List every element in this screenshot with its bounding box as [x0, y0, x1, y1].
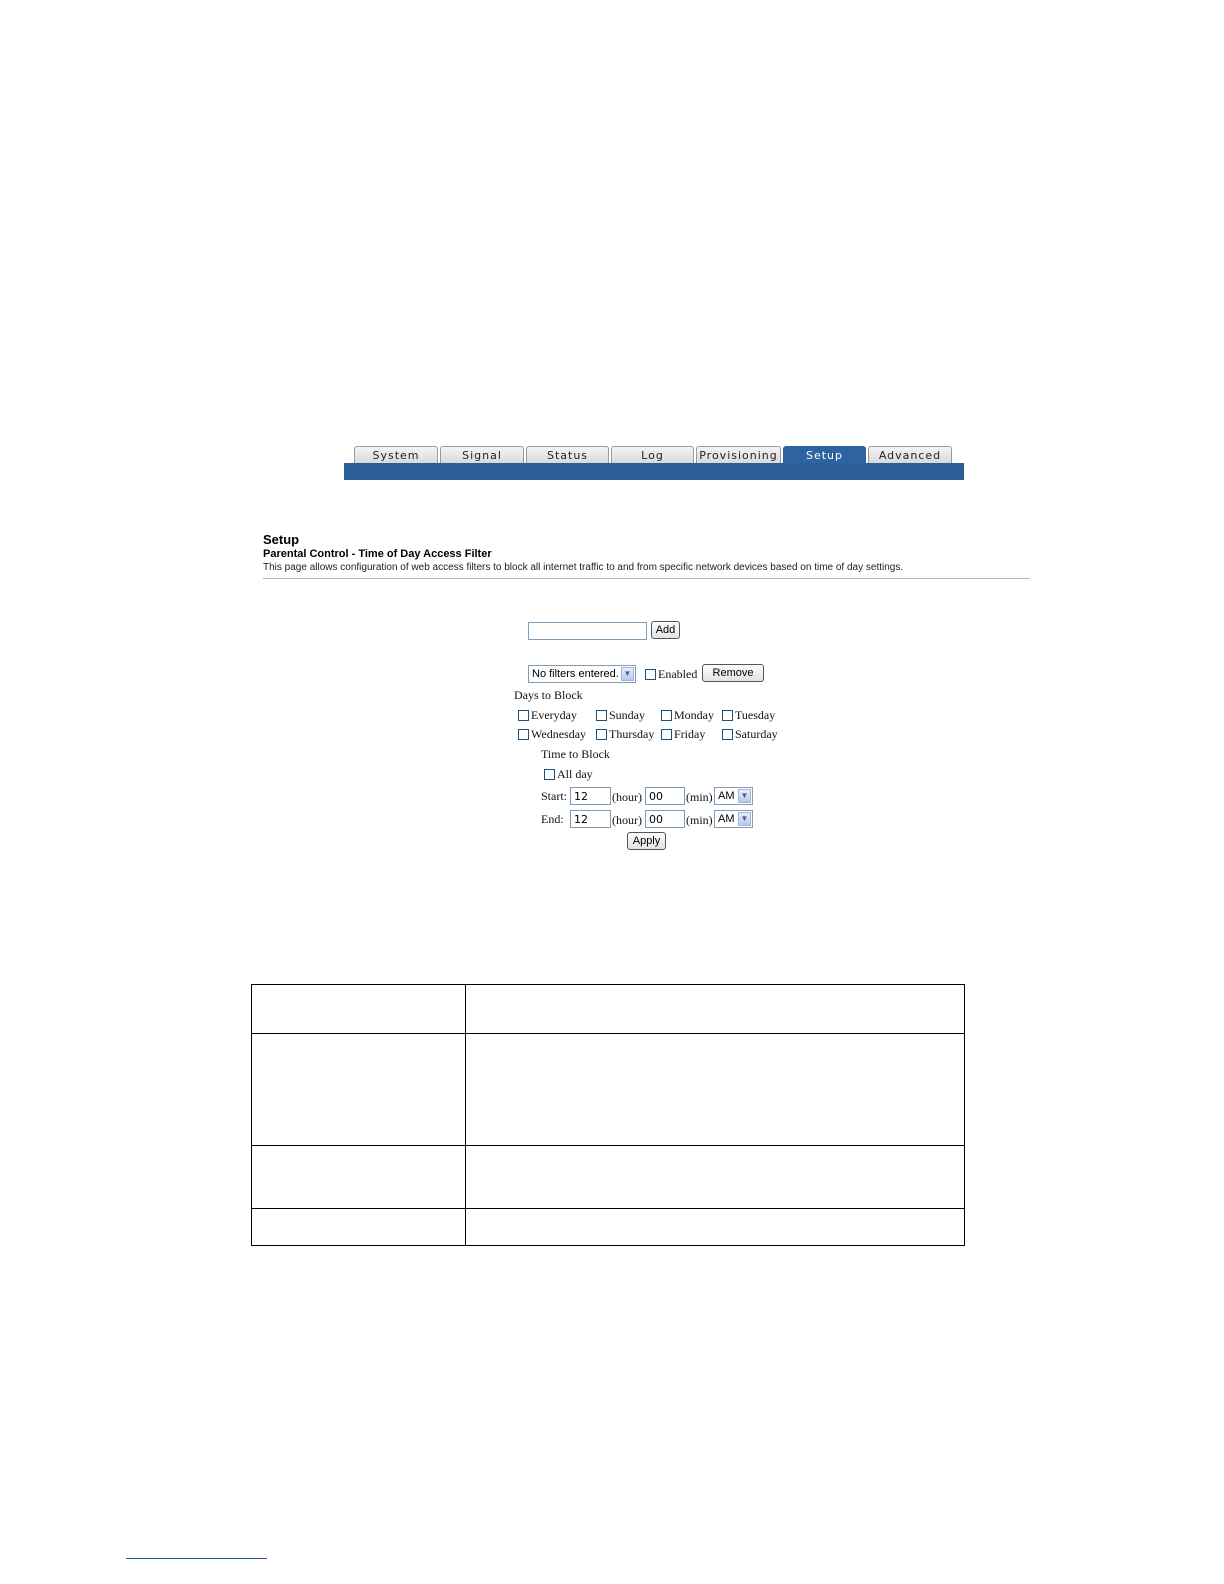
table-row — [252, 1146, 965, 1209]
tab-status[interactable]: Status — [526, 446, 609, 464]
page-title: Setup — [263, 532, 300, 547]
chevron-down-icon: ▼ — [621, 667, 634, 681]
day-checkbox-friday[interactable] — [661, 729, 672, 740]
day-label-sunday: Sunday — [609, 708, 645, 722]
table-row — [252, 985, 965, 1034]
day-checkbox-saturday[interactable] — [722, 729, 733, 740]
start-hour-unit: (hour) — [612, 790, 642, 804]
start-ampm-select[interactable] — [714, 787, 753, 805]
apply-button[interactable]: Apply — [627, 832, 666, 850]
day-checkbox-everyday[interactable] — [518, 710, 529, 721]
tab-log[interactable]: Log — [611, 446, 694, 464]
start-label: Start: — [541, 789, 567, 803]
start-hour-input[interactable] — [570, 787, 611, 805]
tab-setup[interactable]: Setup — [783, 446, 866, 464]
day-label-everyday: Everyday — [531, 708, 577, 722]
all-day-label: All day — [557, 767, 593, 781]
chevron-down-icon: ▼ — [738, 812, 751, 826]
filter-select[interactable] — [528, 665, 636, 683]
tab-advanced[interactable]: Advanced — [868, 446, 952, 464]
end-ampm-select[interactable] — [714, 810, 753, 828]
filter-select-value: No filters entered. — [532, 668, 619, 680]
end-hour-input[interactable] — [570, 810, 611, 828]
day-label-tuesday: Tuesday — [735, 708, 776, 722]
add-button[interactable]: Add — [651, 621, 680, 639]
day-label-monday: Monday — [674, 708, 714, 722]
day-checkbox-tuesday[interactable] — [722, 710, 733, 721]
day-label-wednesday: Wednesday — [531, 727, 587, 741]
start-min-input[interactable] — [645, 787, 685, 805]
start-min-unit: (min) — [686, 790, 713, 804]
day-label-saturday: Saturday — [735, 727, 778, 741]
end-label: End: — [541, 812, 564, 826]
tab-bar — [344, 463, 964, 480]
enabled-checkbox[interactable] — [645, 669, 656, 680]
remove-button[interactable]: Remove — [702, 664, 764, 682]
all-day-checkbox[interactable] — [544, 769, 555, 780]
day-label-thursday: Thursday — [609, 727, 655, 741]
tab-provisioning[interactable]: Provisioning — [696, 446, 781, 464]
enabled-label: Enabled — [658, 667, 698, 681]
day-checkbox-wednesday[interactable] — [518, 729, 529, 740]
time-heading: Time to Block — [541, 747, 610, 761]
table-row — [252, 1034, 965, 1146]
day-checkbox-sunday[interactable] — [596, 710, 607, 721]
day-checkbox-monday[interactable] — [661, 710, 672, 721]
tab-signal[interactable]: Signal — [440, 446, 524, 464]
end-ampm-value: AM — [718, 813, 735, 825]
start-ampm-value: AM — [718, 790, 735, 802]
description-table — [251, 984, 965, 1246]
filter-name-input[interactable] — [528, 622, 647, 640]
tab-system[interactable]: System — [354, 446, 438, 464]
day-checkbox-thursday[interactable] — [596, 729, 607, 740]
page-description: This page allows configuration of web access filters to block all internet traffic to and from specific network devices based on time of day settings. — [263, 562, 904, 573]
header-divider — [263, 578, 1030, 579]
days-heading: Days to Block — [514, 688, 583, 702]
page-subtitle: Parental Control - Time of Day Access Filter — [263, 548, 492, 560]
chevron-down-icon: ▼ — [738, 789, 751, 803]
table-row — [252, 1209, 965, 1246]
end-hour-unit: (hour) — [612, 813, 642, 827]
end-min-unit: (min) — [686, 813, 713, 827]
day-label-friday: Friday — [674, 727, 706, 741]
end-min-input[interactable] — [645, 810, 685, 828]
footer-link-underline — [126, 1558, 267, 1559]
